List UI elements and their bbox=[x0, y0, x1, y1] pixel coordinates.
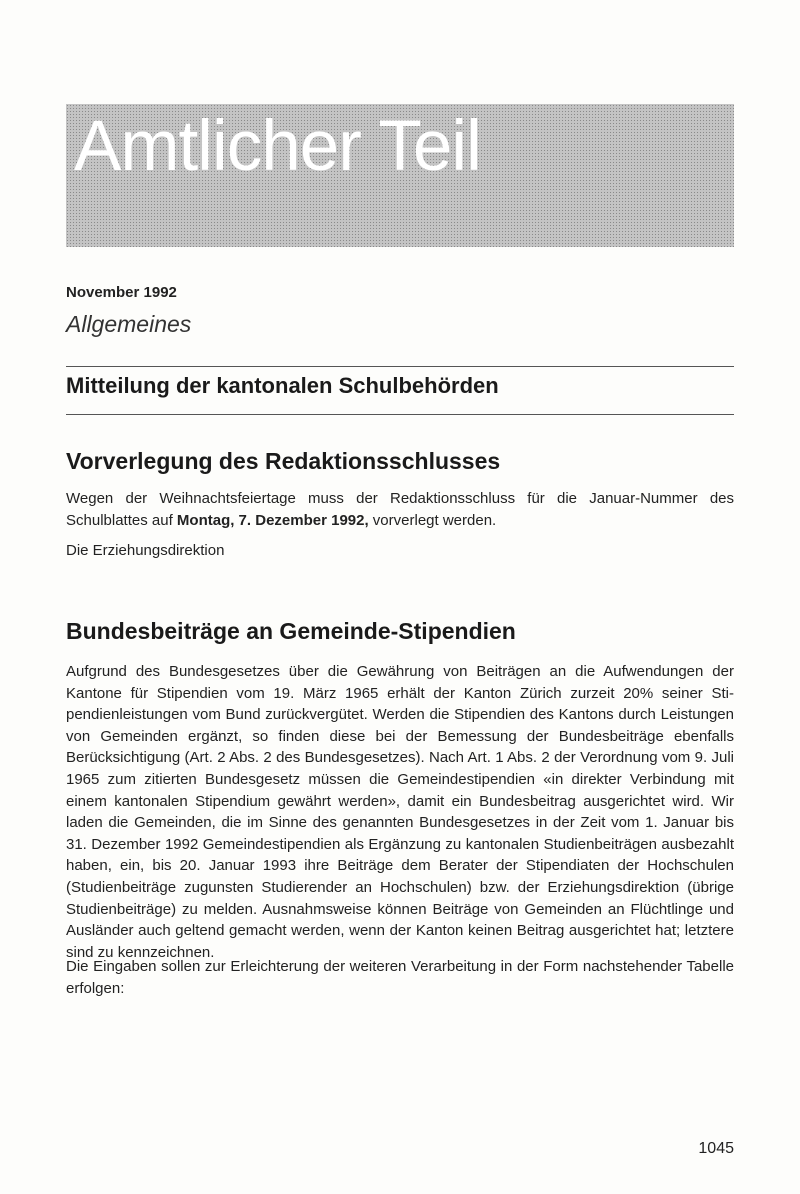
article-body-paragraph-1: Aufgrund des Bundesgesetzes über die Gewährung von Beiträgen an die Aufwendungen der Kantone für Stipendien vom 19. März 1965 erhält der Kanton Zürich zurzeit 20% seiner Stipendienleistungen vom Bund zurückvergütet. Werden die Stipendien des Kantons durch Leistungen von Gemeinden ergänzt, so finden diese bei der Bemessung der Bundesbeiträge ebenfalls Berücksichtigung (Art. 2 Abs. 2 des Bundesgesetzes). Nach Art. 1 Abs. 2 der Verordnung vom 9. Juli 1965 zum zitierten Bundesgesetz müssen die Gemeindestipendien «in direkter Verbindung mit einem kantonalen Stipendium gewährt werden», damit ein Bundesbeitrag ausgerichtet wird. Wir laden die Gemeinden, die im Sinne des genannten Bundesgesetzes in der Zeit vom 1. Januar bis 31. Dezember 1992 Gemeindestipendien als Ergänzung zu kantonalen Studienbeiträgen ausbezahlt haben, ein, bis 20. Januar 1993 ihre Beiträge dem Berater der Stipendiaten der Hochschulen (Studienbeiträge zugunsten Studierender an Hochschulen) bzw. der Erziehungsdirektion (übrige Studienbeiträge) zu melden. Ausnahmsweise können Beiträge von Gemeinden an Flüchtlinge und Ausländer auch geltend gemacht werden, wenn der Kanton keinen Beitrag ausgerichtet hat; letztere sind zu kennzeichnen. bbox=[66, 663, 734, 961]
page-number: 1045 bbox=[698, 1140, 734, 1157]
article-title-redaktionsschluss: Vorverlegung des Redaktionsschlusses bbox=[66, 448, 501, 474]
article-body-paragraph-2: Die Eingaben sollen zur Erleichterung der weiteren Verarbeitung in der Form nachstehender Tabelle erfolgen: bbox=[66, 958, 734, 997]
article-body-redaktionsschluss bbox=[66, 488, 734, 531]
top-divider bbox=[66, 366, 734, 367]
bottom-divider bbox=[66, 414, 734, 415]
notice-heading: Mitteilung der kantonalen Schulbehörden bbox=[66, 373, 499, 398]
body-text-end: vorverlegt werden. bbox=[368, 511, 497, 529]
section-heading: Allgemeines bbox=[66, 311, 192, 337]
banner-title: Amtlicher Teil bbox=[74, 107, 481, 186]
signature: Die Erziehungsdirektion bbox=[66, 542, 225, 559]
article-title-bundesbeitraege: Bundesbeiträge an Gemeinde-Stipendien bbox=[66, 618, 516, 644]
deadline-date: Montag, 7. Dezember 1992, bbox=[176, 511, 369, 529]
issue-date: November 1992 bbox=[66, 284, 177, 301]
body-text-start: Wegen der Weihnachtsfeiertage muss der Redaktionsschluss für die Januar-Nummer des Schulblattes auf bbox=[66, 490, 734, 529]
title-banner bbox=[66, 104, 734, 247]
